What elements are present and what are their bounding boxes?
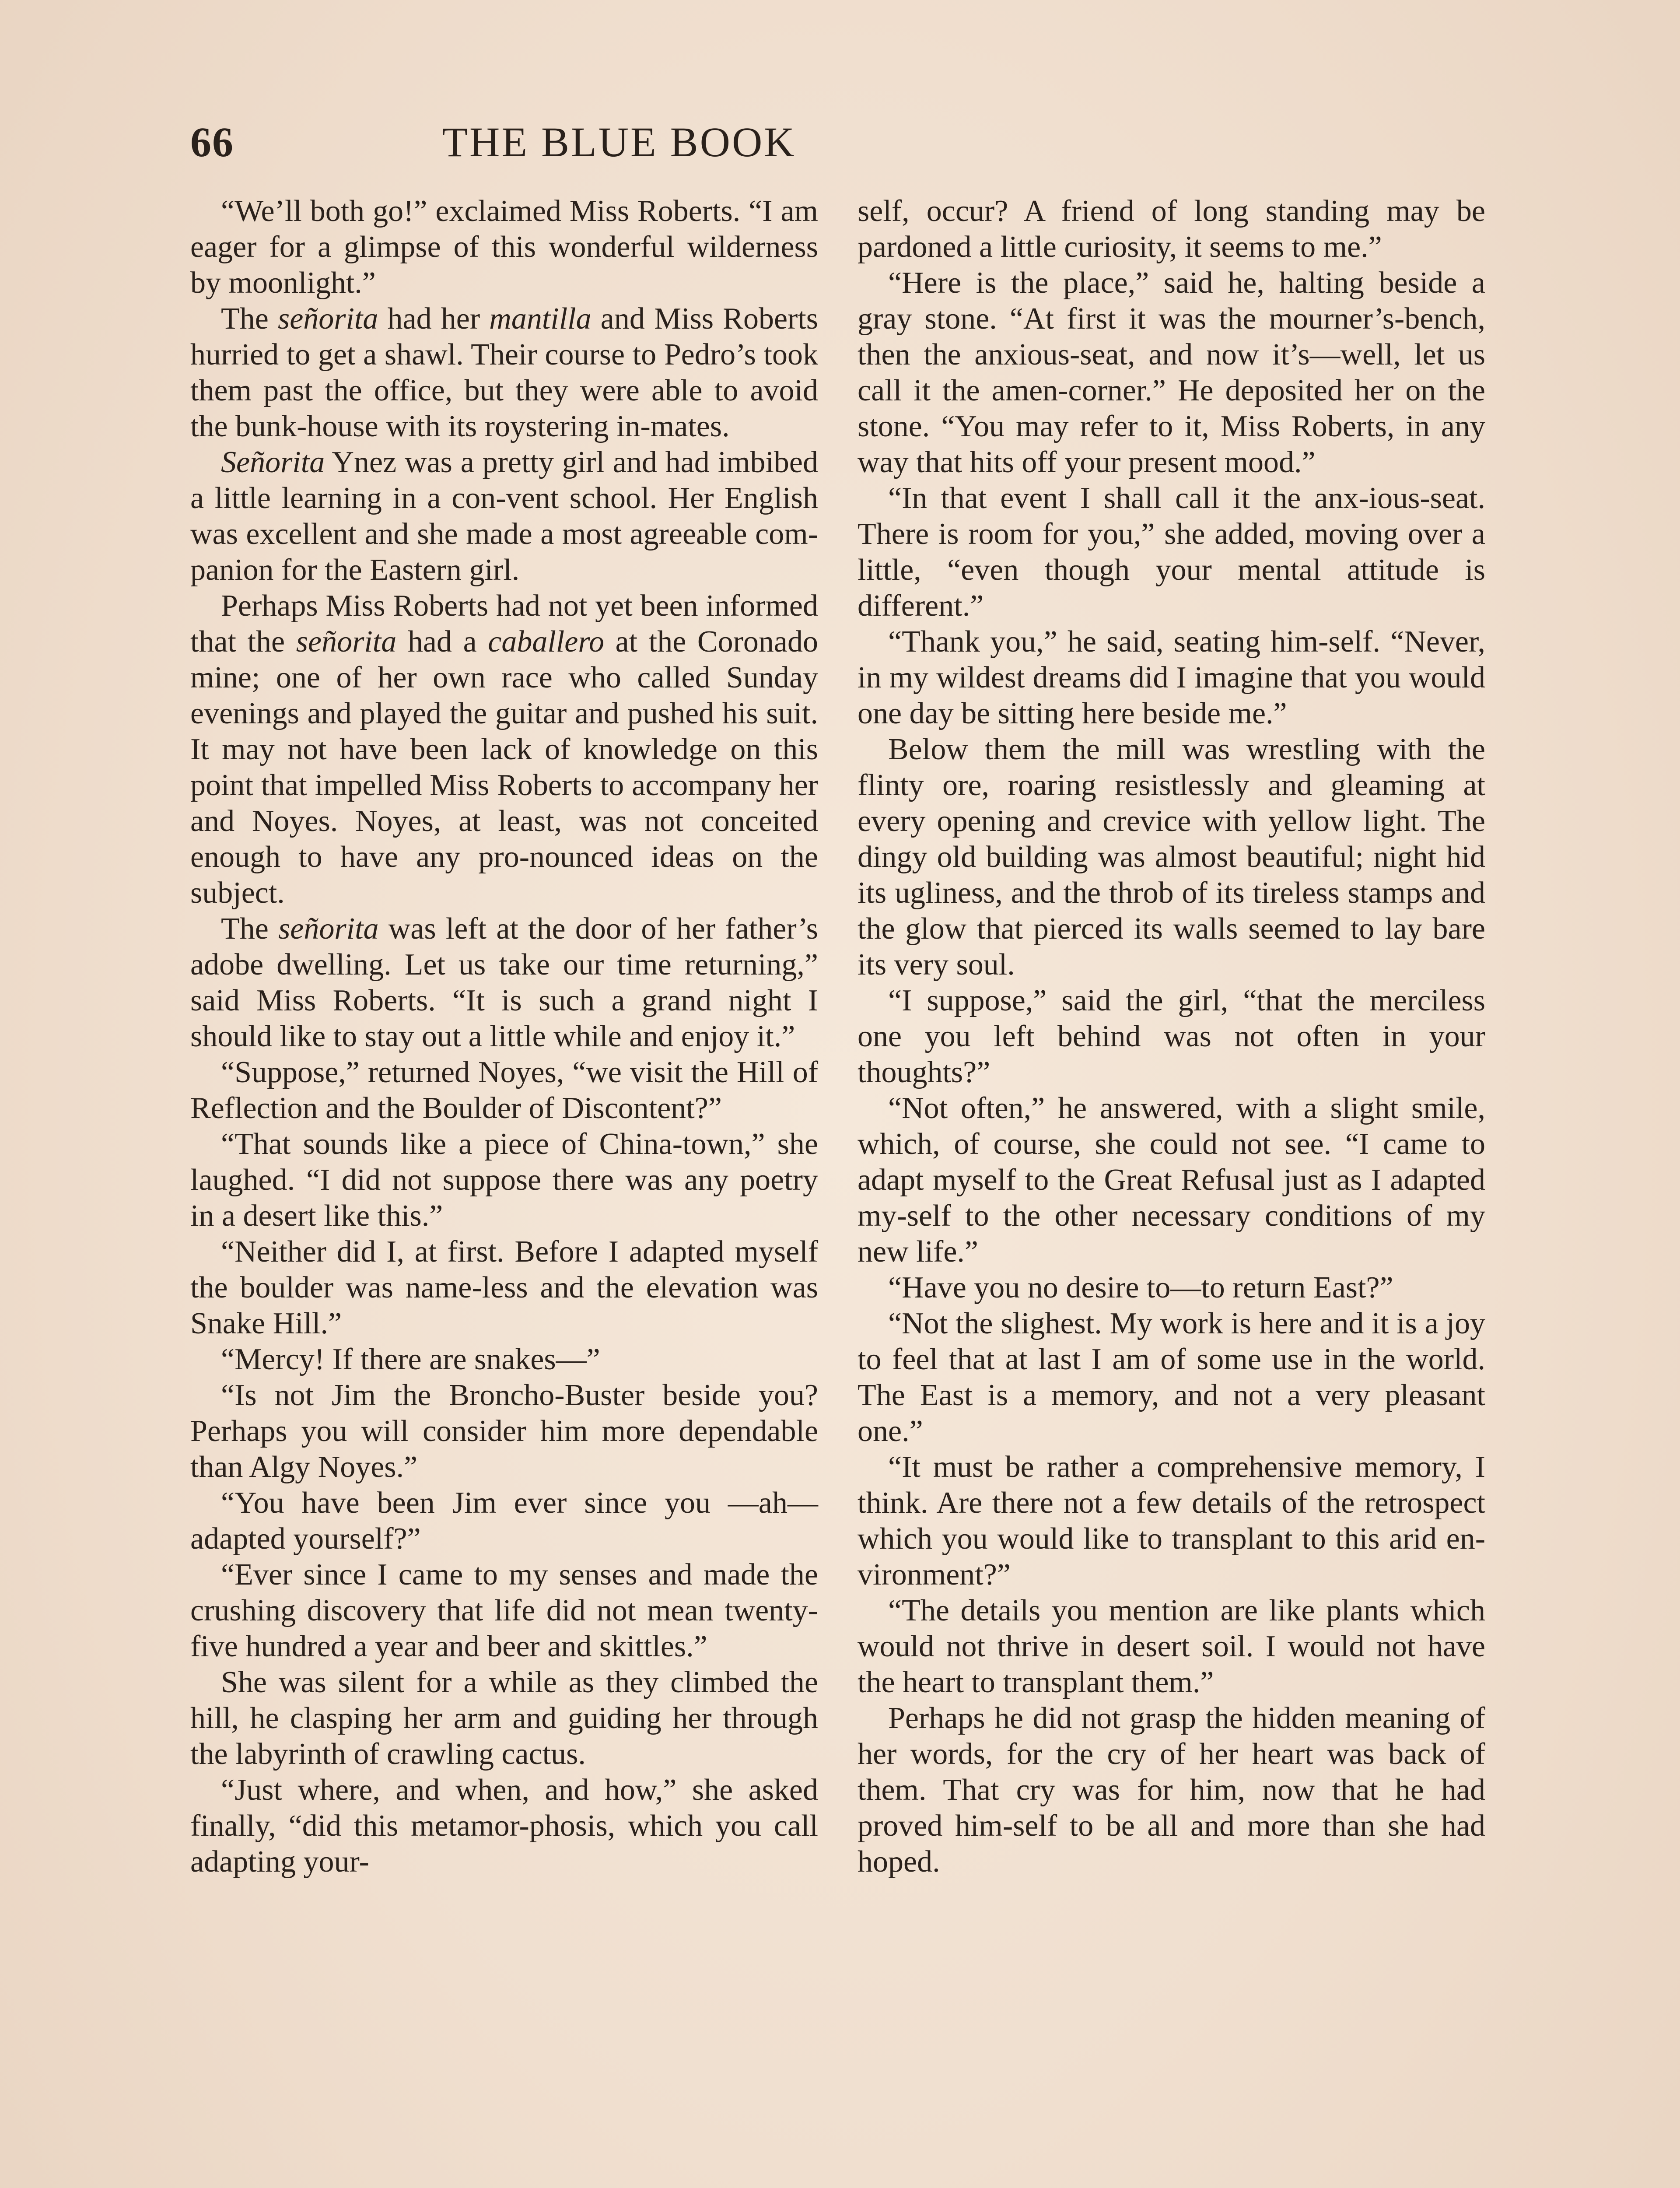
- paragraph: Below them the mill was wrestling with the flinty ore, roaring resistlessly and gleaming at every opening and crevice with yellow light. The dingy old building was almost beautiful; night hid its ugliness, and the throb of its tireless stamps and the glow that pierced its walls seemed to lay bare its very soul.: [858, 733, 1485, 982]
- paragraph: “Suppose,” returned Noyes, “we visit the Hill of Reflection and the Boulder of Discontent?”: [190, 1055, 818, 1125]
- paragraph: The señorita had her mantilla and Miss Roberts hurried to get a shawl. Their course to Pedro’s took them past the office, but they were able to avoid the bunk-house with its roystering in-mates.: [190, 302, 819, 443]
- paragraph: “Just where, and when, and how,” she asked finally, “did this metamor-phosis, which you call adapting your-: [190, 1773, 818, 1879]
- page-number: 66: [190, 119, 234, 165]
- paragraph: “Have you no desire to—to return East?”: [888, 1271, 1393, 1304]
- paragraph: “Not the slighest. My work is here and it is a joy to feel that at last I am of some use in the world. The East is a memory, and not a very pleasant one.”: [858, 1307, 1485, 1448]
- left-text-column: [190, 193, 818, 1880]
- paragraph: “Is not Jim the Broncho-Buster beside you? Perhaps you will consider him more dependable than Algy Noyes.”: [190, 1378, 818, 1484]
- page-header: [190, 118, 1048, 175]
- paragraph: “We’ll both go!” exclaimed Miss Roberts. “I am eager for a glimpse of this wonderful wilderness by moonlight.”: [190, 194, 818, 300]
- paragraph: “Ever since I came to my senses and made the crushing discovery that life did not mean twenty-five hundred a year and beer and skittles.”: [190, 1558, 818, 1663]
- paragraph: “You have been Jim ever since you —ah—adapted yourself?”: [190, 1486, 818, 1556]
- paragraph: “Mercy! If there are snakes—”: [221, 1343, 600, 1376]
- paragraph: “The details you mention are like plants which would not thrive in desert soil. I would not have the heart to transplant them.”: [858, 1594, 1485, 1699]
- paragraph: “I suppose,” said the girl, “that the merciless one you left behind was not often in your thoughts?”: [858, 984, 1485, 1089]
- paragraph: “Neither did I, at first. Before I adapted myself the boulder was name-less and the elevation was Snake Hill.”: [190, 1235, 818, 1340]
- paragraph: Perhaps Miss Roberts had not yet been informed that the señorita had a caballero at the Coronado mine; one of her own race who called Sunday evenings and played the guitar and pushed his suit. It may not have been lack of knowledge on this point that impelled Miss Roberts to accompany her and Noyes. Noyes, at least, was not conceited enough to have any pro-nounced ideas on the subject.: [190, 589, 818, 910]
- paragraph: She was silent for a while as they climbed the hill, he clasping her arm and guiding her through the labyrinth of crawling cactus.: [190, 1666, 818, 1771]
- running-head: THE BLUE BOOK: [442, 119, 796, 165]
- paragraph: Señorita Ynez was a pretty girl and had imbibed a little learning in a con-vent school. Her English was excellent and she made a most agreeable com-panion for the Eastern girl.: [190, 445, 818, 587]
- paragraph: “Thank you,” he said, seating him-self. “Never, in my wildest dreams did I imagine that you would one day be sitting here beside me.”: [858, 625, 1485, 730]
- right-text-column: [858, 193, 1485, 1880]
- paragraph: “Not often,” he answered, with a slight smile, which, of course, she could not see. “I came to adapt myself to the Great Refusal just as I adapted my-self to the other necessary conditions of my new life.”: [858, 1091, 1485, 1269]
- paragraph: “It must be rather a comprehensive memory, I think. Are there not a few details of the retrospect which you would like to transplant to this arid en-vironment?”: [858, 1450, 1485, 1592]
- paragraph: “Here is the place,” said he, halting beside a gray stone. “At first it was the mourner’s-bench, then the anxious-seat, and now it’s—well, let us call it the amen-corner.” He deposited her on the stone. “You may refer to it, Miss Roberts, in any way that hits off your present mood.”: [858, 266, 1485, 479]
- paragraph: “In that event I shall call it the anx-ious-seat. There is room for you,” she added, moving over a little, “even though your mental attitude is different.”: [858, 481, 1485, 623]
- paragraph: self, occur? A friend of long standing may be pardoned a little curiosity, it seems to me.”: [858, 194, 1485, 264]
- paragraph: The señorita was left at the door of her father’s adobe dwelling. Let us take our time returning,” said Miss Roberts. “It is such a grand night I should like to stay out a little while and enjoy it.”: [190, 912, 819, 1053]
- paragraph: Perhaps he did not grasp the hidden meaning of her words, for the cry of her heart was back of them. That cry was for him, now that he had proved him-self to be all and more than she had hoped.: [858, 1701, 1485, 1879]
- paragraph: “That sounds like a piece of China-town,” she laughed. “I did not suppose there was any poetry in a desert like this.”: [190, 1127, 818, 1233]
